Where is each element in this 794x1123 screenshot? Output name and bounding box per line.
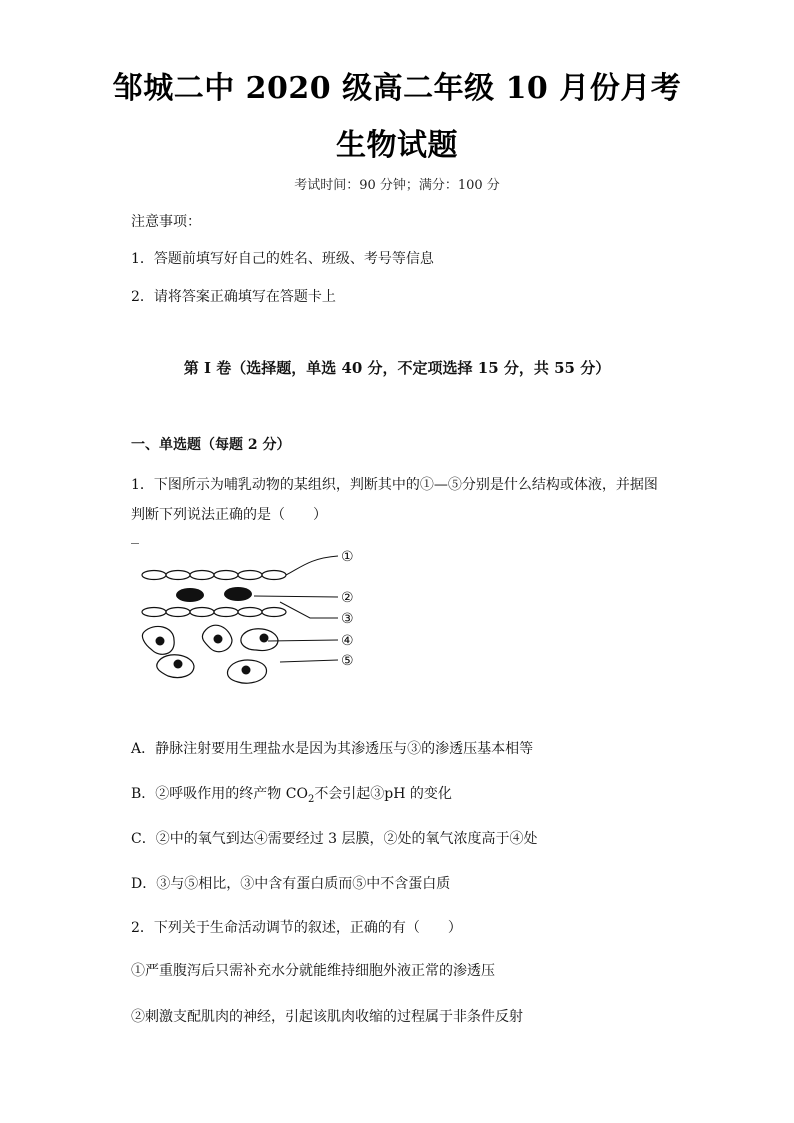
option-b-subscript: 2 (307, 793, 315, 805)
red-blood-cells (176, 587, 252, 602)
notes-item-1: 1．答题前填写好自己的姓名、班级、考号等信息 (131, 251, 434, 267)
tissue-diagram (130, 540, 370, 690)
capillary-wall-top (142, 571, 286, 580)
label-2: ② (341, 590, 354, 606)
question-2-item-1: ①严重腹泻后只需补充水分就能维持细胞外液正常的渗透压 (131, 963, 495, 979)
question-1-stem-line-2: 判断下列说法正确的是（ ） (131, 507, 327, 523)
notes-heading: 注意事项： (131, 214, 201, 230)
notes-item-2: 2．请将答案正确填写在答题卡上 (131, 289, 336, 305)
question-2-item-2: ②刺激支配肌肉的神经，引起该肌肉收缩的过程属于非条件反射 (131, 1009, 523, 1025)
question-1-option-c: C．②中的氧气到达④需要经过 3 层膜，②处的氧气浓度高于④处 (131, 831, 538, 847)
question-1-option-b (131, 779, 671, 815)
diagram-labels (341, 549, 354, 669)
option-b-prefix: B．②呼吸作用的终产物 CO (131, 786, 308, 802)
label-4: ④ (341, 633, 354, 649)
exam-subject-title: 生物试题 (336, 128, 458, 163)
tissue-cells (142, 625, 278, 683)
cell-nuclei (156, 634, 269, 675)
label-5: ⑤ (341, 653, 354, 669)
label-1: ① (341, 549, 354, 565)
question-2-stem: 2．下列关于生命活动调节的叙述，正确的有（ ） (131, 920, 462, 936)
label-3: ③ (341, 611, 354, 627)
option-b-suffix: 不会引起③pH 的变化 (314, 786, 452, 802)
question-1-stem-line-1: 1．下图所示为哺乳动物的某组织，判断其中的①—⑤分别是什么结构或体液，并据图 (131, 477, 658, 493)
question-1-option-a: A．静脉注射要用生理盐水是因为其渗透压与③的渗透压基本相等 (131, 741, 534, 757)
exam-title: 邹城二中 2020 级高二年级 10 月份月考 (112, 71, 682, 106)
capillary-wall-bottom (142, 608, 286, 617)
part-heading: 第 I 卷（选择题，单选 40 分，不定项选择 15 分，共 55 分） (183, 359, 611, 377)
section-heading: 一、单选题（每题 2 分） (131, 437, 291, 453)
exam-info: 考试时间：90 分钟；满分：100 分 (294, 178, 500, 193)
question-1-option-d: D．③与⑤相比，③中含有蛋白质而⑤中不含蛋白质 (131, 876, 451, 892)
